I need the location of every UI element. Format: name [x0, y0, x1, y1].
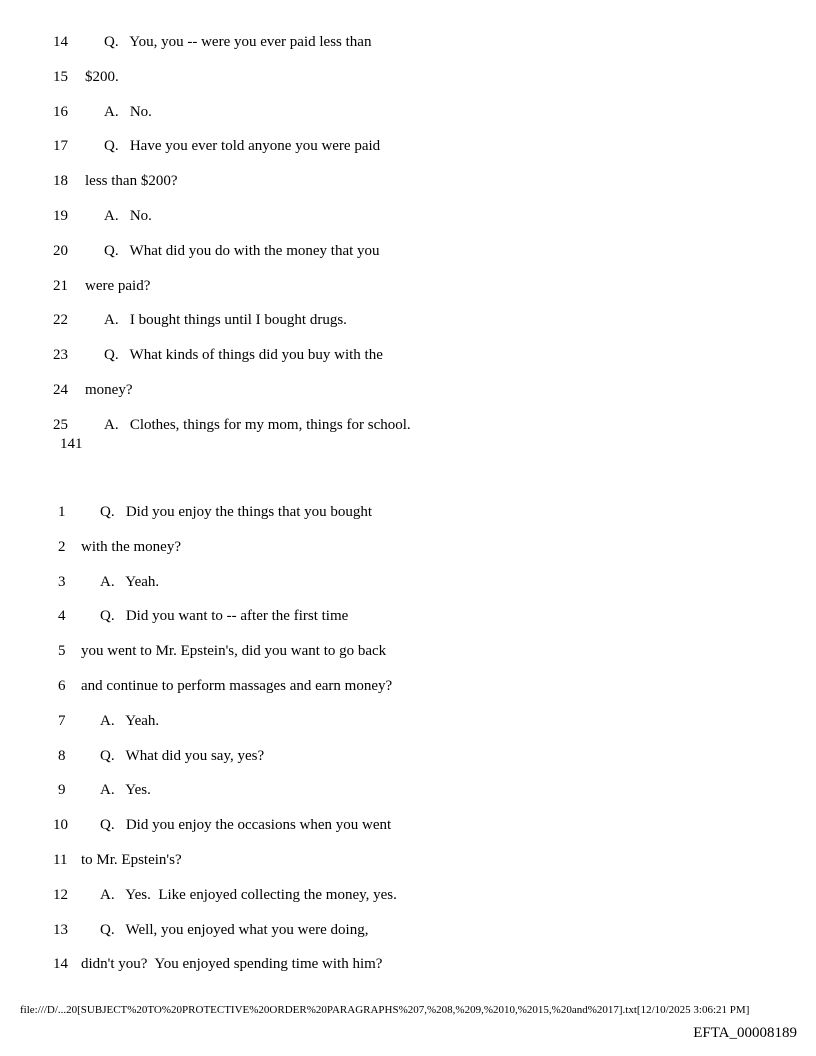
footer-file-path: file:///D/...20[SUBJECT%20TO%20PROTECTIVE%20ORDER%20PARAGRAPHS%207,%208,%209,%2010,%2015,%20and%2017].txt[12/10/2025 3:06:21 PM]: [20, 1004, 750, 1016]
line-number: 5: [58, 643, 66, 660]
line-text: A. Yeah.: [100, 712, 160, 729]
line-text: money?: [85, 382, 133, 398]
line-text: to Mr. Epstein's?: [81, 852, 182, 868]
line-number: 14: [53, 956, 68, 973]
line-number: 10: [53, 817, 68, 834]
line-number: 17: [53, 138, 68, 155]
line-text: A. Clothes, things for my mom, things for school.: [104, 416, 411, 433]
line-text: A. Yes. Like enjoyed collecting the money, yes.: [100, 886, 397, 903]
line-number: 2: [58, 538, 66, 555]
line-text: A. Yeah.: [100, 573, 160, 590]
line-text: Q. What kinds of things did you buy with the: [104, 347, 383, 364]
line-number: 4: [58, 608, 66, 625]
line-number: 6: [58, 678, 66, 694]
line-text: less than $200?: [85, 173, 178, 190]
line-text: A. Yes.: [100, 782, 151, 799]
line-number: 22: [53, 312, 68, 329]
line-number: 15: [53, 68, 68, 85]
line-number: 3: [58, 573, 66, 590]
line-number: 9: [58, 782, 66, 799]
line-number: 23: [53, 347, 68, 364]
line-number: 24: [53, 382, 68, 398]
line-text: Q. What did you say, yes?: [100, 747, 265, 764]
line-text: you went to Mr. Epstein's, did you want to go back: [81, 643, 387, 660]
line-text: $200.: [85, 68, 119, 85]
line-text: didn't you? You enjoyed spending time with him?: [81, 956, 383, 973]
line-number: 19: [53, 208, 68, 224]
line-number: 8: [58, 747, 66, 764]
line-text: A. No.: [104, 208, 152, 224]
page-number: 141: [60, 436, 83, 452]
line-number: 13: [53, 921, 68, 938]
line-text: Q. Did you want to -- after the first time: [100, 608, 349, 625]
line-text: Q. Did you enjoy the things that you bought: [100, 504, 373, 520]
line-number: 16: [53, 103, 68, 120]
line-text: and continue to perform massages and earn money?: [81, 678, 393, 694]
line-number: 14: [53, 34, 68, 50]
line-text: Q. Well, you enjoyed what you were doing,: [100, 921, 369, 938]
line-number: 7: [58, 712, 66, 729]
line-text: Q. Have you ever told anyone you were paid: [104, 138, 381, 155]
line-number: 21: [53, 277, 68, 294]
line-text: Q. What did you do with the money that you: [104, 242, 380, 259]
line-text: Q. Did you enjoy the occasions when you went: [100, 817, 392, 834]
line-text: A. I bought things until I bought drugs.: [104, 312, 347, 329]
line-text: Q. You, you -- were you ever paid less than: [104, 34, 372, 50]
line-text: A. No.: [104, 103, 152, 120]
line-text: with the money?: [81, 538, 181, 555]
line-text: were paid?: [85, 277, 151, 294]
line-number: 12: [53, 886, 68, 903]
line-number: 25: [53, 416, 68, 433]
line-number: 18: [53, 173, 68, 190]
line-number: 20: [53, 242, 68, 259]
bates-number: EFTA_00008189: [693, 1025, 797, 1041]
line-number: 11: [53, 852, 68, 868]
line-number: 1: [58, 504, 66, 520]
